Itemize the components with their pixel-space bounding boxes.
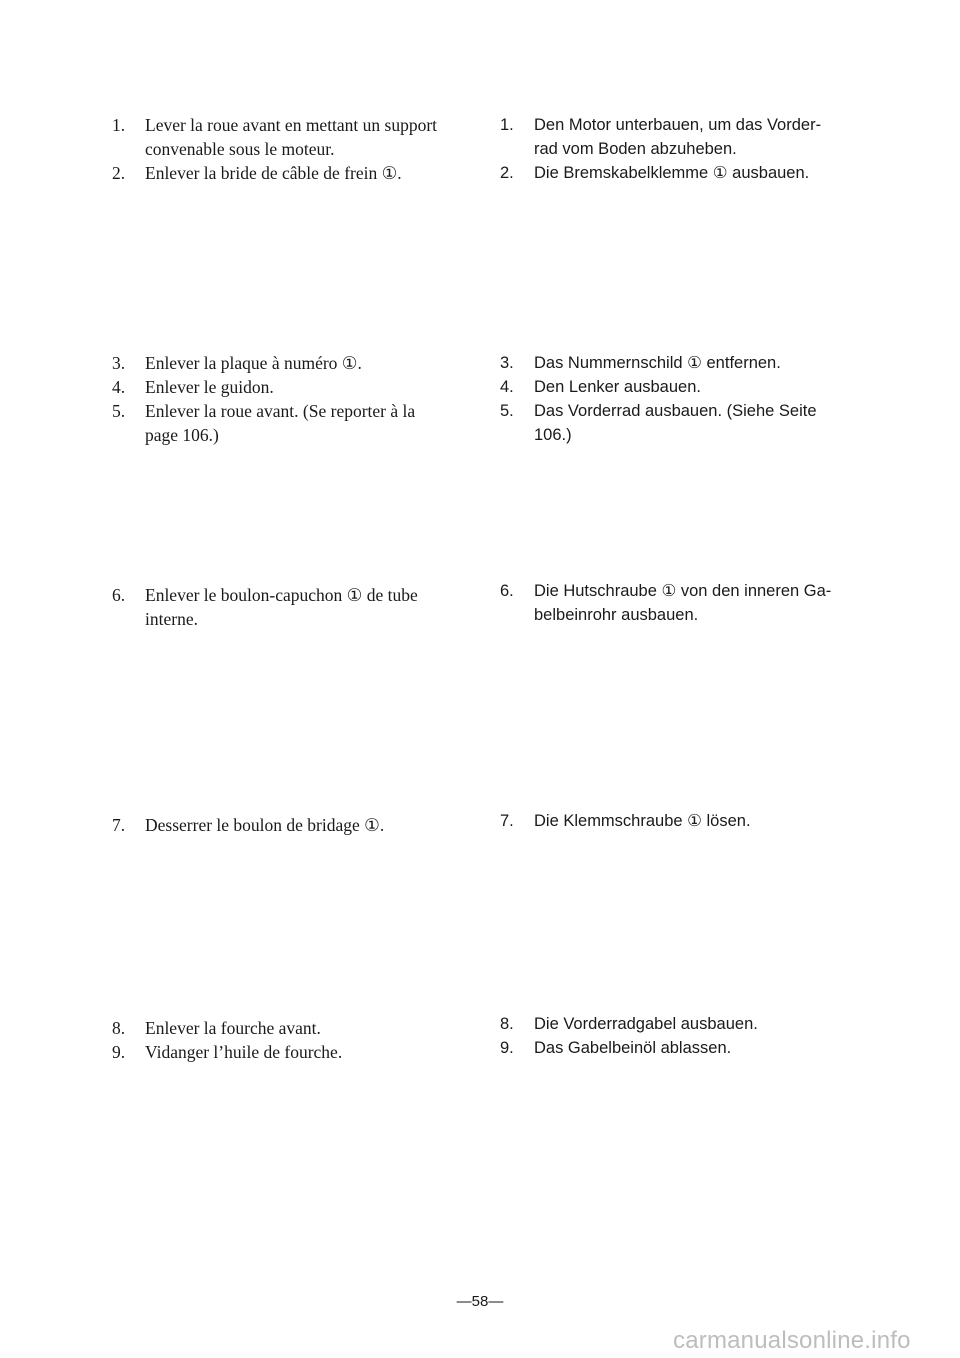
german-block-1: [500, 113, 845, 185]
list-item: [112, 399, 462, 447]
step-text: Die Vorderradgabel ausbauen.: [534, 1015, 758, 1033]
french-block-5: [112, 1016, 462, 1064]
list-item: [112, 813, 462, 837]
list-item: [500, 1036, 845, 1060]
step-text: Desserrer le boulon de bridage ①.: [145, 815, 385, 835]
list-item: [112, 113, 462, 161]
german-block-2: [500, 351, 845, 447]
step-text: Enlever le boulon-capuchon ① de tube interne.: [145, 585, 418, 629]
list-item: [112, 375, 462, 399]
german-block-4: [500, 809, 845, 833]
german-block-5: [500, 1012, 845, 1060]
step-number: 6.: [112, 585, 126, 605]
list-item: [500, 351, 845, 375]
french-block-4: [112, 813, 462, 837]
list-item: [112, 351, 462, 375]
list-item: [500, 161, 845, 185]
step-text: Den Lenker ausbauen.: [534, 378, 701, 396]
list-item: [500, 375, 845, 399]
list-item: [500, 579, 845, 627]
step-number: 7.: [112, 815, 126, 835]
step-text: Die Klemmschraube ① lösen.: [534, 812, 751, 830]
step-text: Das Nummernschild ① entfernen.: [534, 354, 781, 372]
step-number: 3.: [500, 354, 514, 372]
step-text: Den Motor unterbauen, um das Vorder- rad vom Boden abzuheben.: [534, 116, 822, 158]
step-number: 9.: [500, 1039, 514, 1057]
step-text: Enlever la bride de câble de frein ①.: [145, 163, 402, 183]
step-number: 6.: [500, 582, 514, 600]
step-number: 4.: [500, 378, 514, 396]
list-item: [112, 161, 462, 185]
page-number: —58—: [456, 1293, 504, 1310]
watermark: carmanualsonline.info: [673, 1327, 911, 1354]
step-number: 8.: [500, 1015, 514, 1033]
step-text: Das Gabelbeinöl ablassen.: [534, 1039, 732, 1057]
step-number: 8.: [112, 1018, 126, 1038]
step-text: Vidanger l’huile de fourche.: [145, 1042, 343, 1062]
step-text: Das Vorderrad ausbauen. (Siehe Seite 106.): [534, 402, 817, 444]
step-number: 5.: [112, 401, 126, 421]
list-item: [112, 1016, 462, 1040]
step-text: Enlever la plaque à numéro ①.: [145, 353, 362, 373]
list-item: [112, 1040, 462, 1064]
step-number: 3.: [112, 353, 126, 373]
step-text: Enlever la fourche avant.: [145, 1018, 321, 1038]
step-number: 2.: [500, 164, 514, 182]
list-item: [112, 583, 462, 631]
french-block-3: [112, 583, 462, 631]
step-number: 9.: [112, 1042, 126, 1062]
step-text: Die Bremskabelklemme ① ausbauen.: [534, 164, 810, 182]
step-number: 2.: [112, 163, 126, 183]
step-text: Enlever la roue avant. (Se reporter à la page 106.): [145, 401, 416, 445]
step-number: 1.: [500, 116, 514, 134]
step-number: 7.: [500, 812, 514, 830]
list-item: [500, 399, 845, 447]
german-block-3: [500, 579, 845, 627]
french-block-1: [112, 113, 462, 185]
french-block-2: [112, 351, 462, 447]
step-number: 5.: [500, 402, 514, 420]
list-item: [500, 809, 845, 833]
list-item: [500, 113, 845, 161]
step-text: Lever la roue avant en mettant un support convenable sous le moteur.: [145, 115, 438, 159]
step-number: 4.: [112, 377, 126, 397]
step-text: Enlever le guidon.: [145, 377, 274, 397]
list-item: [500, 1012, 845, 1036]
step-number: 1.: [112, 115, 126, 135]
step-text: Die Hutschraube ① von den inneren Ga- belbeinrohr ausbauen.: [534, 582, 832, 624]
